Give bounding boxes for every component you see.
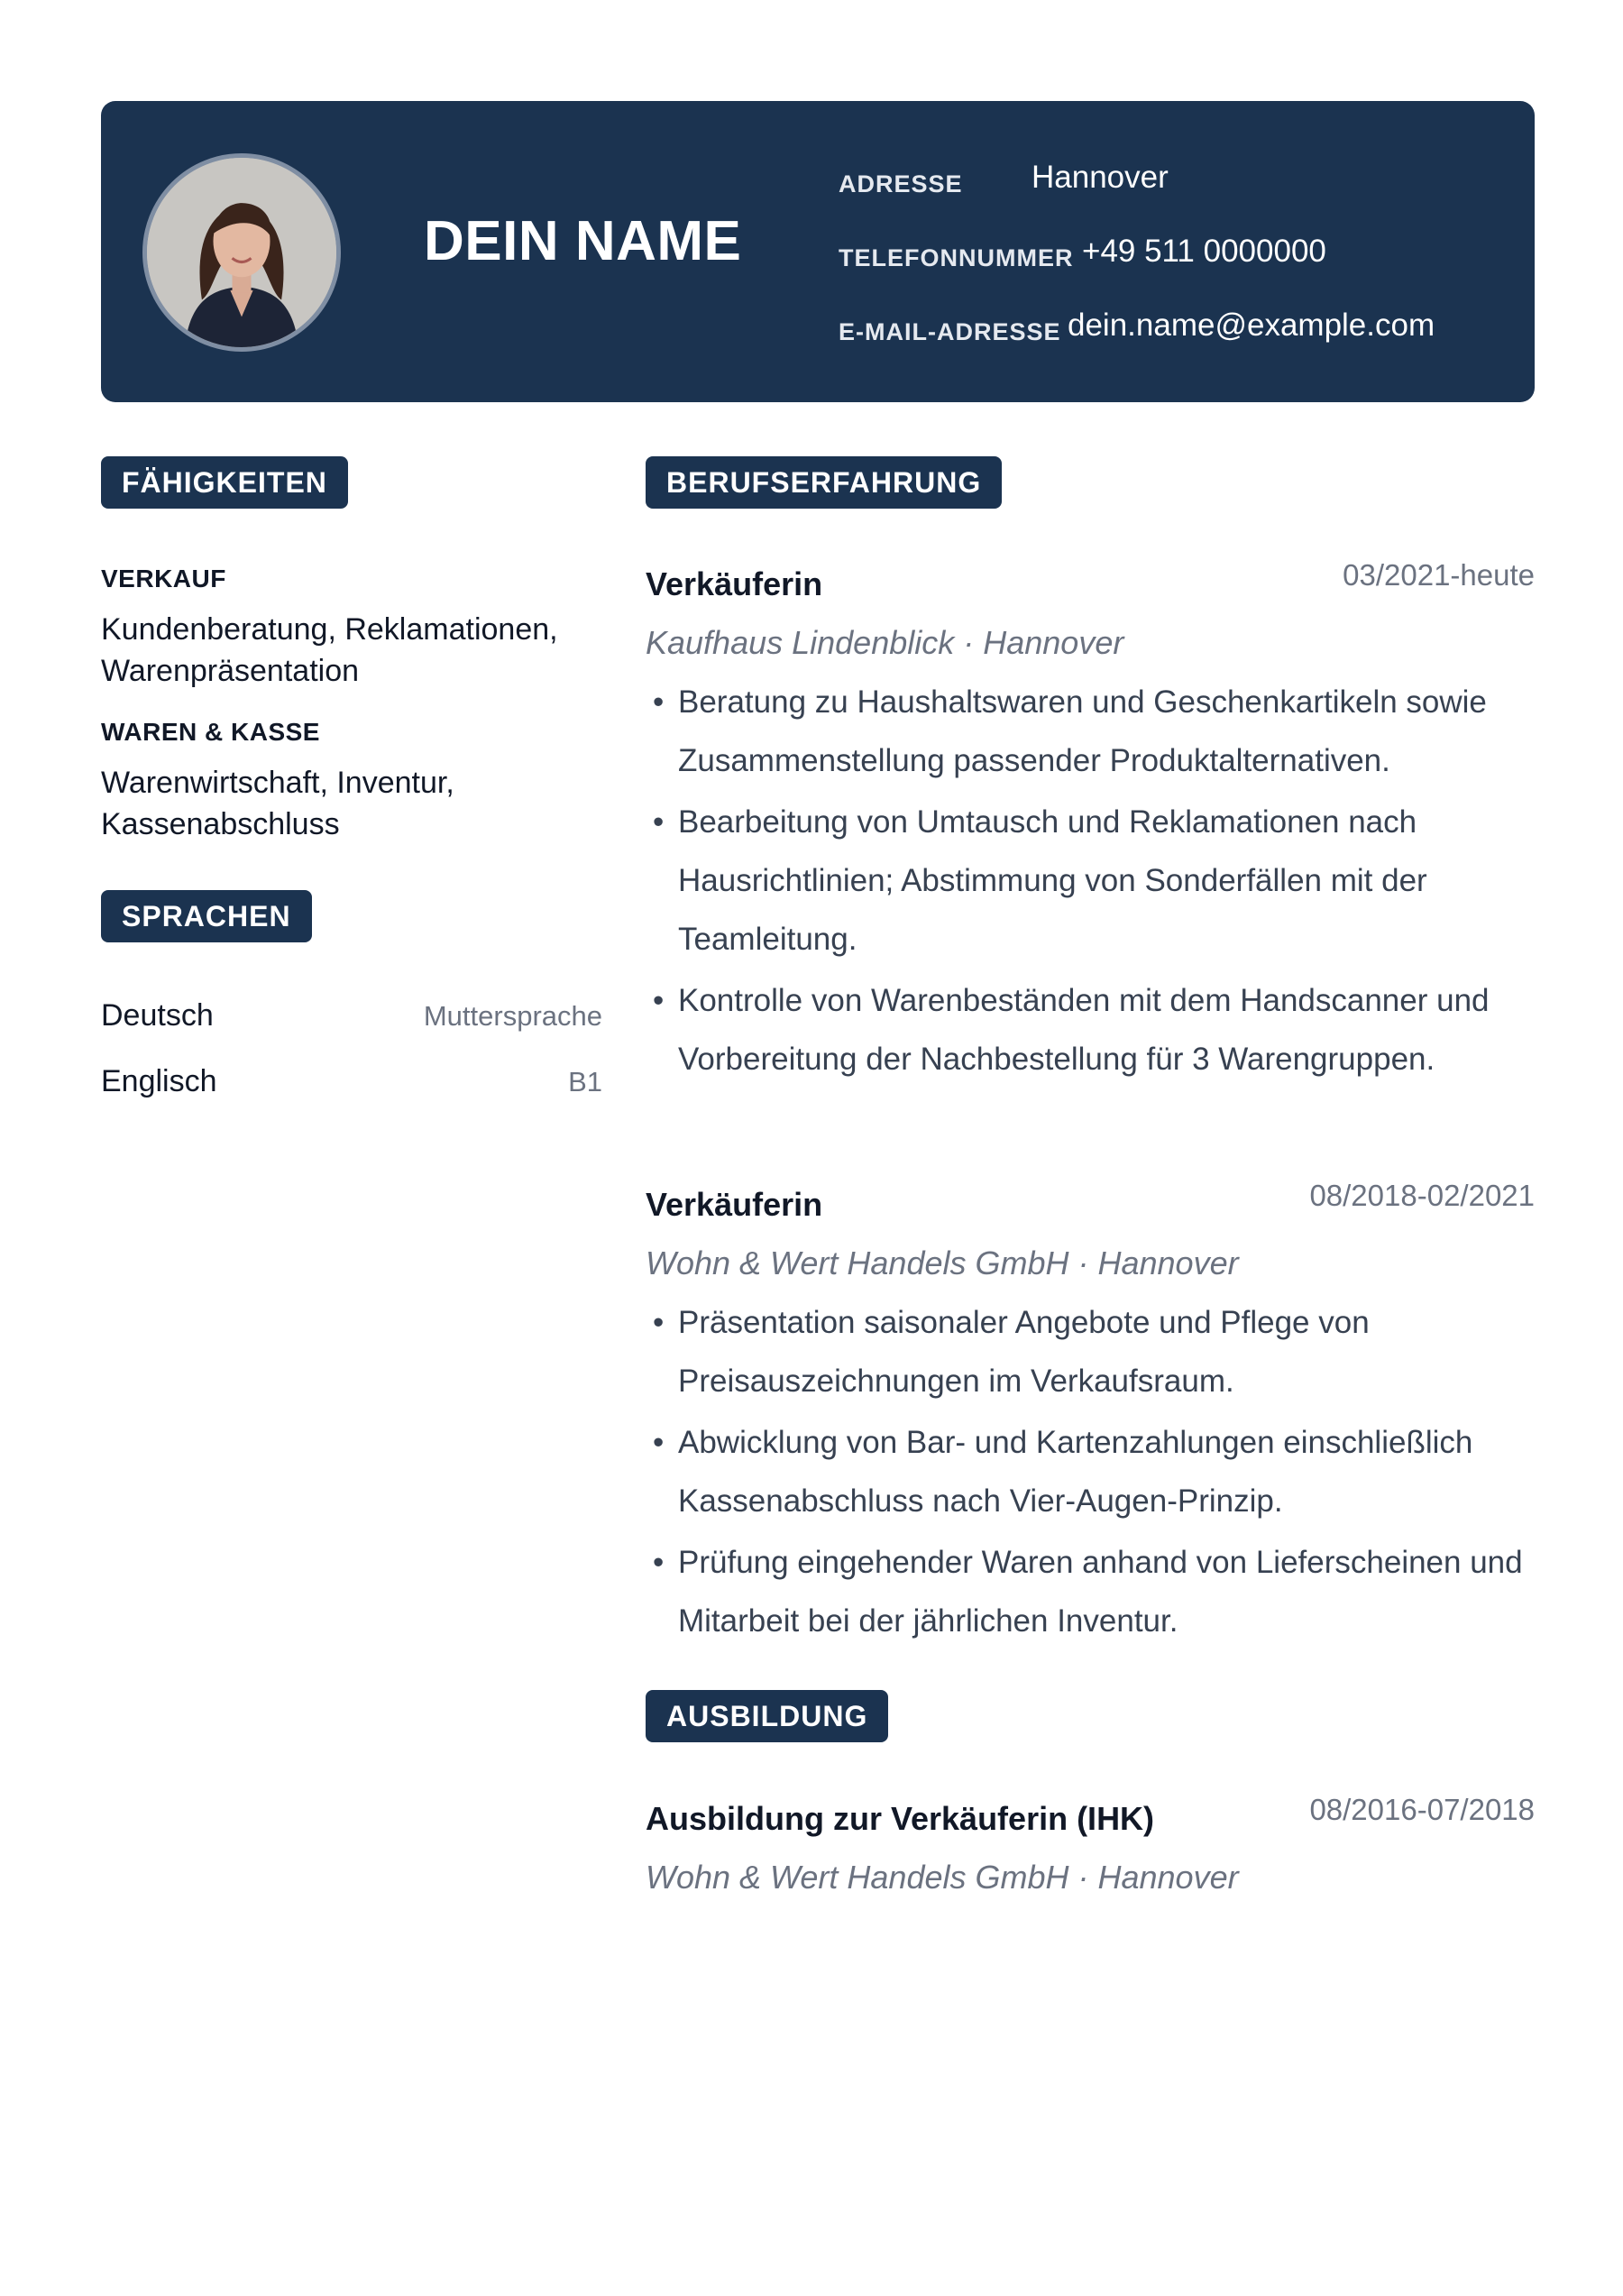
languages-heading: SPRACHEN xyxy=(101,890,312,942)
profile-photo xyxy=(142,153,341,352)
language-level: Muttersprache xyxy=(423,1000,602,1032)
job-title: Verkäuferin xyxy=(646,565,823,602)
education-institution: Wohn & Wert Handels GmbH · Hannover xyxy=(646,1859,1239,1896)
candidate-name: DEIN NAME xyxy=(424,210,742,272)
address-value: Hannover xyxy=(1032,160,1169,195)
job-bullets xyxy=(646,1293,1535,1653)
list-item: • Präsentation saisonaler Angebote und Pflege von Preisauszeichnungen im Verkaufsraum. xyxy=(646,1293,1535,1410)
language-level: B1 xyxy=(568,1066,602,1097)
job-title: Verkäuferin xyxy=(646,1186,823,1223)
email-label: E-MAIL-ADRESSE xyxy=(839,318,1061,345)
job-company: Wohn & Wert Handels GmbH · Hannover xyxy=(646,1244,1239,1281)
job-date: 08/2018-02/2021 xyxy=(1309,1179,1535,1212)
list-item: • Abwicklung von Bar- und Kartenzahlungen einschließlich Kassenabschluss nach Vier-Augen-Prinzip. xyxy=(646,1413,1535,1530)
language-row xyxy=(101,1064,602,1106)
job-date: 03/2021-heute xyxy=(1343,558,1535,592)
header-banner xyxy=(101,101,1535,402)
job-bullets xyxy=(646,673,1535,1091)
person-portrait-icon xyxy=(147,158,336,347)
list-item: • Kontrolle von Warenbeständen mit dem Handscanner und Vorbereitung der Nachbestellung für 3 Warengruppen. xyxy=(646,971,1535,1088)
education-date: 08/2016-07/2018 xyxy=(1309,1793,1535,1826)
phone-label: TELEFONNUMMER xyxy=(839,244,1074,271)
phone-value[interactable]: +49 511 0000000 xyxy=(1082,234,1326,269)
skill-group-text: Warenwirtschaft, Inventur, Kassenabschluss xyxy=(101,766,454,841)
education-heading: AUSBILDUNG xyxy=(646,1690,888,1742)
skills-heading: FÄHIGKEITEN xyxy=(101,456,348,509)
list-item: • Beratung zu Haushaltswaren und Geschenkartikeln sowie Zusammenstellung passender Produktalternativen. xyxy=(646,673,1535,790)
list-item: • Prüfung eingehender Waren anhand von Lieferscheinen und Mitarbeit bei der jährlichen Inventur. xyxy=(646,1533,1535,1650)
language-name: Englisch xyxy=(101,1064,217,1098)
email-value[interactable]: dein.name@example.com xyxy=(1068,308,1435,343)
language-name: Deutsch xyxy=(101,998,214,1033)
list-item: • Bearbeitung von Umtausch und Reklamationen nach Hausrichtlinien; Abstimmung von Sonderfällen mit der Teamleitung. xyxy=(646,793,1535,969)
education-title: Ausbildung zur Verkäuferin (IHK) xyxy=(646,1800,1155,1837)
skill-group-text: Kundenberatung, Reklamationen, Warenpräsentation xyxy=(101,612,558,688)
job-company: Kaufhaus Lindenblick · Hannover xyxy=(646,624,1124,661)
skill-group-title: WAREN & KASSE xyxy=(101,718,320,746)
address-label: ADRESSE xyxy=(839,170,963,197)
language-row xyxy=(101,998,602,1040)
skill-group-title: VERKAUF xyxy=(101,565,226,592)
experience-heading: BERUFSERFAHRUNG xyxy=(646,456,1002,509)
